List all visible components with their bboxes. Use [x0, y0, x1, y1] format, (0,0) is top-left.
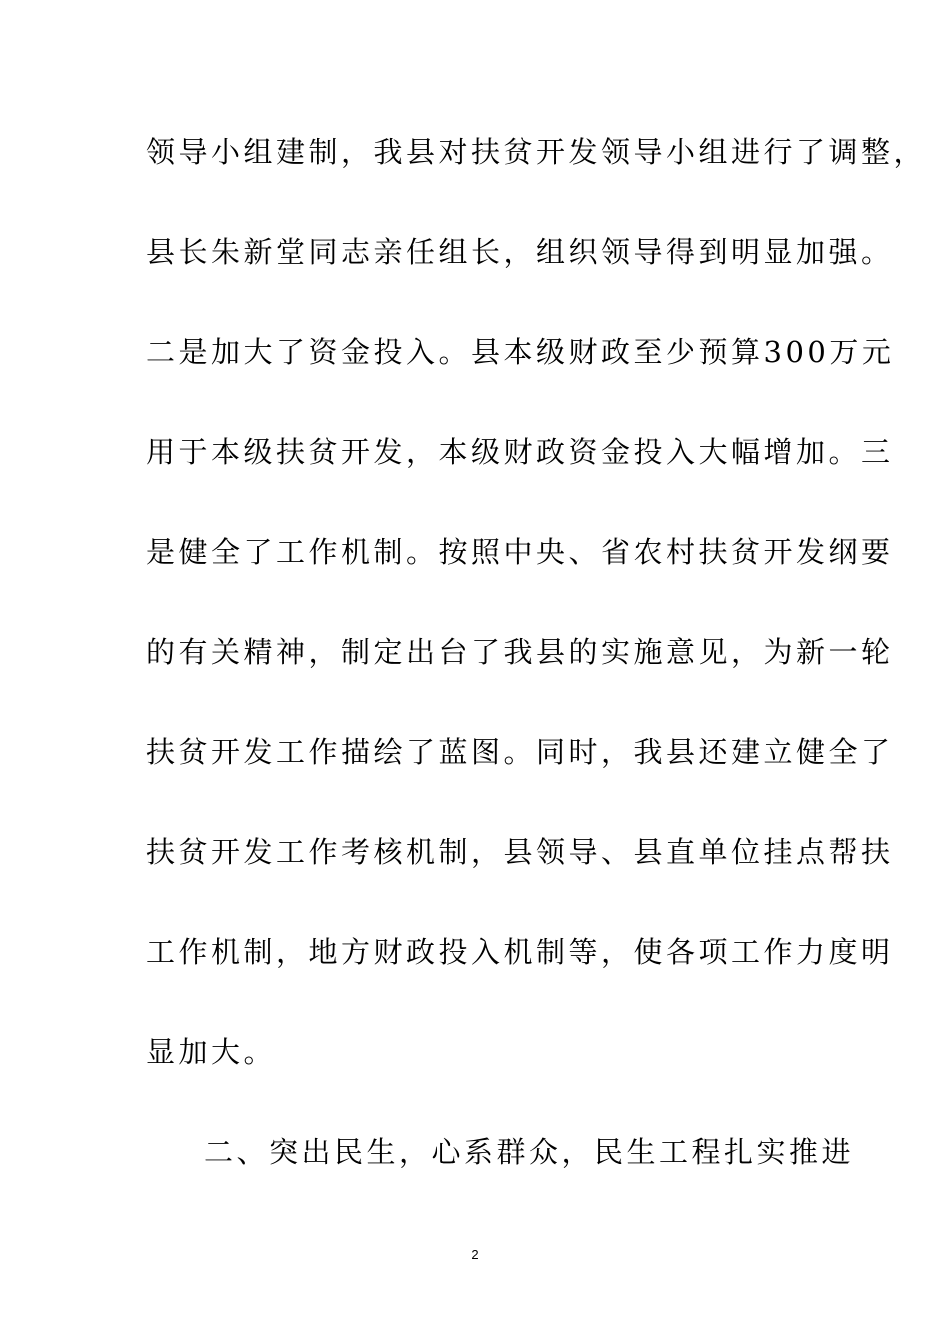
text-line: 扶贫开发工作考核机制，县领导、县直单位挂点帮扶	[146, 835, 894, 869]
text-line: 工作机制，地方财政投入机制等，使各项工作力度明	[146, 935, 894, 969]
text-line: 用于本级扶贫开发，本级财政资金投入大幅增加。三	[146, 435, 894, 469]
text-line: 扶贫开发工作描绘了蓝图。同时，我县还建立健全了	[146, 735, 894, 769]
text-line: 二是加大了资金投入。县本级财政至少预算300万元	[146, 335, 895, 369]
body-text	[146, 120, 927, 1220]
text-line: 的有关精神，制定出台了我县的实施意见，为新一轮	[146, 635, 894, 669]
text-line: 县长朱新堂同志亲任组长，组织领导得到明显加强。	[146, 235, 894, 269]
text-line: 显加大。	[146, 1035, 277, 1069]
section-heading: 二、突出民生，心系群众，民生工程扎实推进	[204, 1135, 855, 1169]
page-number: 2	[471, 1247, 479, 1262]
text-line: 领导小组建制，我县对扶贫开发领导小组进行了调整，	[146, 135, 927, 169]
text-line: 是健全了工作机制。按照中央、省农村扶贫开发纲要	[146, 535, 894, 569]
